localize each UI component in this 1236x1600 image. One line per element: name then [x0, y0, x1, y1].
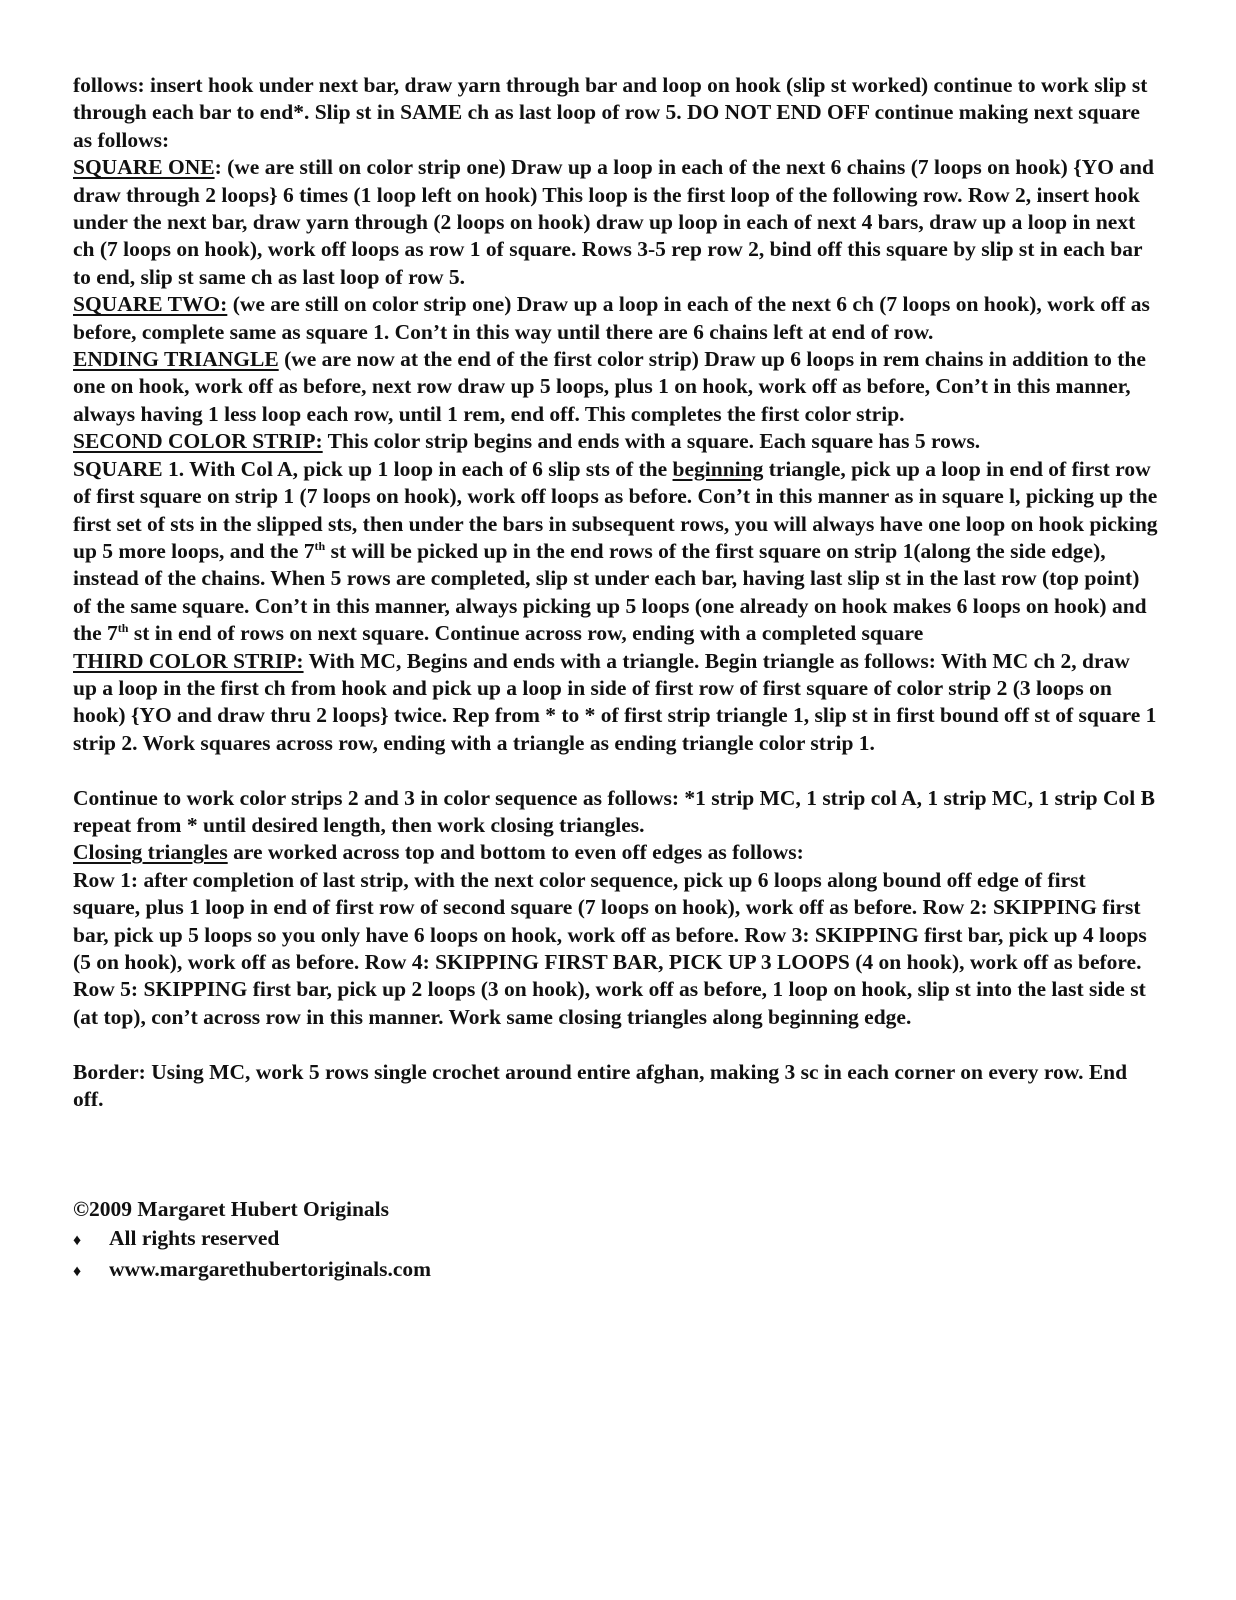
square-1-strip-2-paragraph — [73, 456, 1158, 648]
superscript-th: th — [314, 538, 326, 553]
beginning-underlined-word: beginning — [672, 456, 764, 481]
square-one-text: : (we are still on color strip one) Draw up a loop in each of the next 6 chains (7 loops on hook) {YO and draw through 2 loops} 6 times (1 loop left on hook) This loop is the first loop of the following row. Row 2, insert hook under the next bar, draw yarn through (2 loops on hook) draw up loop in each of next 4 bars, draw up a loop in next ch (7 loops on hook), work off loops as row 1 of square. Rows 3-5 rep row 2, bind off this square by slip st in each bar to end, slip st same ch as last loop of row 5. — [73, 155, 1154, 289]
square-two-paragraph — [73, 291, 1158, 346]
third-color-strip-paragraph — [73, 648, 1158, 758]
document-page — [73, 72, 1158, 1287]
footer — [73, 1195, 1158, 1287]
rights-line — [73, 1224, 1158, 1256]
intro-paragraph: follows: insert hook under next bar, draw yarn through bar and loop on hook (slip st worked) continue to work slip st through each bar to end*. Slip st in SAME ch as last loop of row 5. DO NOT END OFF continue making next square as follows: — [73, 73, 1148, 152]
website-line — [73, 1255, 1158, 1287]
website-link[interactable]: www.margarethubertoriginals.com — [109, 1257, 432, 1282]
closing-triangles-text: are worked across top and bottom to even off edges as follows: — [227, 840, 804, 865]
second-color-strip-paragraph — [73, 428, 1158, 455]
third-color-strip-text: With MC, Begins and ends with a triangle. Begin triangle as follows: With MC ch 2, draw up a loop in the first ch from hook and pick up a loop in side of first row of first square of color strip 2 (3 loops on hook) {YO and draw thru 2 loops} twice. Rep from * to * of first strip triangle 1, slip st in first bound off st of square 1 strip 2. Work squares across row, ending with a triangle as ending triangle color strip 1. — [73, 648, 1157, 755]
diamond-bullet-icon: ♦ — [73, 1231, 82, 1249]
continue-paragraph: Continue to work color strips 2 and 3 in color sequence as follows: *1 strip MC, 1 strip col A, 1 strip MC, 1 strip Col B repeat from * until desired length, then work closing triangles. — [73, 785, 1155, 837]
diamond-bullet-icon: ♦ — [73, 1263, 82, 1281]
ending-triangle-text: (we are now at the end of the first color strip) Draw up 6 loops in rem chains in addition to the one on hook, work off as before, next row draw up 5 loops, plus 1 on hook, work off as before, Con’t in this manner, always having 1 less loop each row, until 1 rem, end off. This completes the first color strip. — [73, 347, 1146, 426]
square-two-heading: SQUARE TWO: — [73, 292, 228, 317]
closing-rows-paragraph: Row 1: after completion of last strip, with the next color sequence, pick up 6 loops along bound off edge of first square, plus 1 loop in end of first row of second square (7 loops on hook), work off as before. Row 2: SKIPPING first bar, pick up 5 loops so you only have 6 loops on hook, work off as before. Row 3: SKIPPING first bar, pick up 4 loops (5 on hook), work off as before. Row 4: SKIPPING FIRST BAR, PICK UP 3 LOOPS (4 on hook), work off as before. Row 5: SKIPPING first bar, pick up 2 loops (3 on hook), work off as before, 1 loop on hook, slip st into the last side st (at top), con’t across row in this manner. Work same closing triangles along beginning edge. — [73, 867, 1147, 1029]
ending-triangle-paragraph — [73, 346, 1158, 428]
copyright-line: ©2009 Margaret Hubert Originals — [73, 1197, 390, 1222]
square-1-text-b: triangle, pick up a loop in end of first row of first square on strip 1 (7 loops on hook), work off loops as before. Con’t in this manner as in square l, picking up the first set of sts in the slipped sts, then under the bars in subsequent rows, you will always have one loop on hook picking up 5 more loops, and the 7 — [73, 456, 1158, 563]
square-1-text-d: st in end of rows on next square. Continue across row, ending with a completed square — [128, 621, 924, 646]
paragraph-gap — [73, 1031, 1158, 1058]
second-color-strip-heading: SECOND COLOR STRIP: — [73, 429, 323, 454]
square-1-text-a: SQUARE 1. With Col A, pick up 1 loop in each of 6 slip sts of the — [73, 456, 673, 481]
closing-triangles-heading: Closing triangles — [73, 840, 228, 865]
paragraph-gap — [73, 757, 1158, 784]
ending-triangle-heading: ENDING TRIANGLE — [73, 347, 279, 372]
closing-triangles-paragraph — [73, 839, 1158, 866]
third-color-strip-heading: THIRD COLOR STRIP: — [73, 648, 304, 673]
border-paragraph: Border: Using MC, work 5 rows single crochet around entire afghan, making 3 sc in each corner on every row. End off. — [73, 1059, 1128, 1111]
second-color-strip-text: This color strip begins and ends with a square. Each square has 5 rows. — [322, 429, 981, 454]
superscript-th: th — [117, 621, 129, 636]
square-two-text: (we are still on color strip one) Draw up a loop in each of the next 6 ch (7 loops on hook), work off as before, complete same as square 1. Con’t in this way until there are 6 chains left at end of row. — [73, 292, 1150, 344]
square-one-paragraph — [73, 154, 1158, 291]
square-one-heading: SQUARE ONE — [73, 155, 215, 180]
rights-text: All rights reserved — [109, 1225, 280, 1250]
square-1-text-c: st will be picked up in the end rows of the first square on strip 1(along the side edge), instead of the chains. When 5 rows are completed, slip st under each bar, having last slip st in the last row (top point) of the same square. Con’t in this manner, always picking up 5 loops (one already on hook makes 6 loops on hook) and the 7 — [73, 538, 1147, 646]
